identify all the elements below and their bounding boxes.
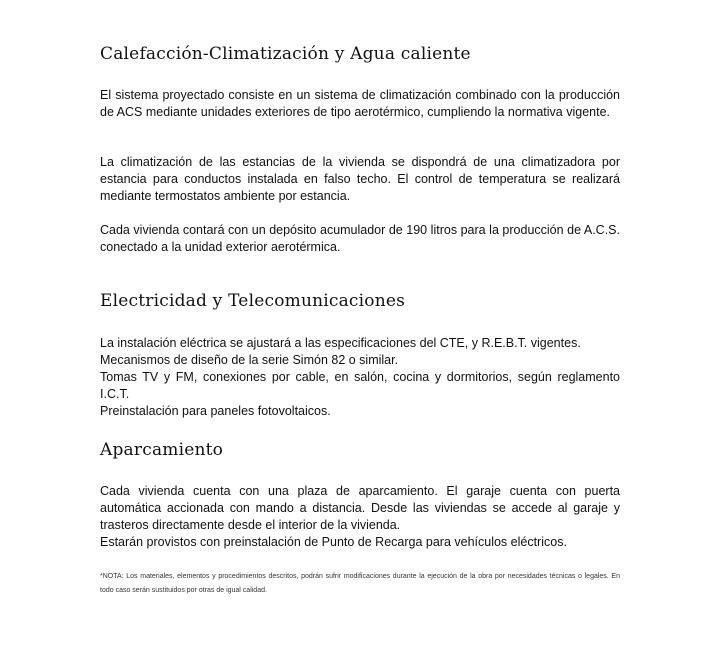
electricity-line-2: Mecanismos de diseño de la serie Simón 82 o similar. (100, 353, 399, 367)
electricity-line-3: Tomas TV y FM, conexiones por cable, en salón, cocina y dormitorios, según reglamento I.C.T. (100, 370, 620, 401)
heating-section (100, 44, 620, 64)
footnote (100, 570, 620, 598)
heating-text-2: La climatización de las estancias de la vivienda se dispondrá de una climatizadora por estancia para conductos instalada en falso techo. El control de temperatura se realizará mediante termostatos ambiente por estancia. (100, 155, 620, 203)
parking-line-2: Estarán provistos con preinstalación de Punto de Recarga para vehículos eléctricos. (100, 535, 567, 549)
heating-paragraph-2 (100, 154, 620, 205)
footnote-text: *NOTA: Los materiales, elementos y procedimientos descritos, podrán sufrir modificaciones durante la ejecución de la obra por necesidades técnicas o legales. En todo caso serán sustituidos por otras de igual calidad. (100, 573, 620, 594)
parking-title: Aparcamiento (100, 440, 224, 460)
heating-text-3: Cada vivienda contará con un depósito acumulador de 190 litros para la producción de A.C.S. conectado a la unidad exterior aerotérmica. (100, 223, 620, 254)
heating-title: Calefacción-Climatización y Agua caliente (100, 44, 471, 64)
electricity-body (100, 335, 620, 420)
heating-paragraph-3 (100, 222, 620, 256)
electricity-line-4: Preinstalación para paneles fotovoltaicos. (100, 404, 331, 418)
parking-line-1: Cada vivienda cuenta con una plaza de aparcamiento. El garaje cuenta con puerta automática accionada con mando a distancia. Desde las viviendas se accede al garaje y trasteros directamente desde el interior de la vivienda. (100, 484, 620, 532)
heating-text-1: El sistema proyectado consiste en un sistema de climatización combinado con la producción de ACS mediante unidades exteriores de tipo aerotérmico, cumpliendo la normativa vigente. (100, 88, 620, 119)
electricity-title: Electricidad y Telecomunicaciones (100, 291, 406, 311)
parking-body (100, 483, 620, 551)
parking-section (100, 440, 620, 460)
heating-paragraph-1 (100, 87, 620, 121)
electricity-line-1: La instalación eléctrica se ajustará a las especificaciones del CTE, y R.E.B.T. vigentes. (100, 336, 581, 350)
electricity-section (100, 291, 620, 311)
